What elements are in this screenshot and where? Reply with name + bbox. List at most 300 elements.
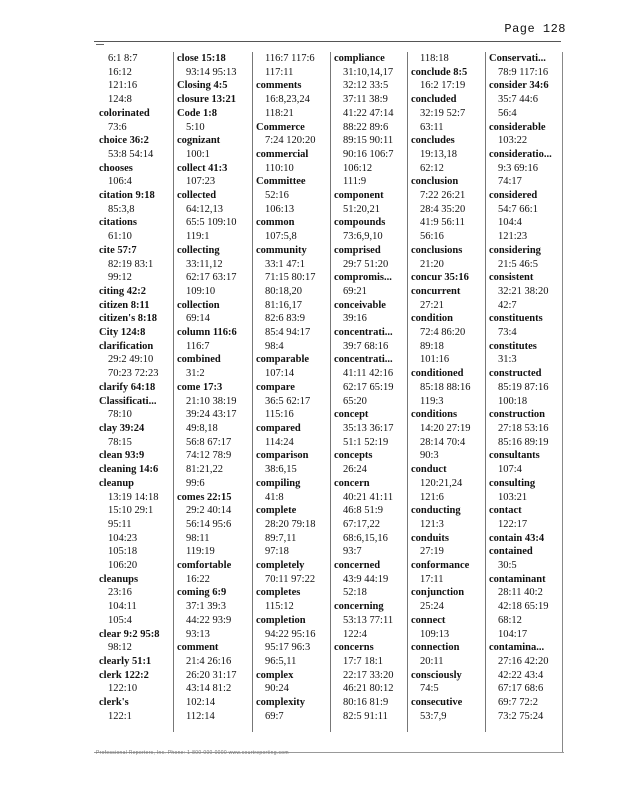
index-term: collecting [177,244,220,256]
index-entry [174,381,253,395]
index-entry [486,532,563,546]
index-reference [408,710,486,724]
index-reference [486,93,563,107]
page-line-reference: 29:2 49:10 [108,354,154,366]
index-term: concepts [334,450,373,462]
page-line-reference: 39:7 68:16 [343,340,389,352]
index-reference [408,436,486,450]
index-reference [174,175,253,189]
index-reference [253,52,331,66]
index-entry [96,655,173,669]
index-entry [408,559,486,573]
page-line-reference: 52:16 [265,190,289,202]
page-line-reference: 102:14 [186,697,216,709]
index-reference [486,258,563,272]
index-reference [408,148,486,162]
index-reference [253,203,331,217]
index-term: conduct [411,464,447,476]
index-reference [486,107,563,121]
index-reference [174,408,253,422]
page-line-reference: 78:9 117:16 [498,66,549,78]
page-number: Page 128 [504,22,566,36]
index-entry [486,340,563,354]
index-entry [96,463,173,477]
index-reference [331,504,408,518]
index-term: collection [177,299,220,311]
index-term: concept [334,409,369,421]
index-entry [96,669,173,683]
index-entry [253,216,331,230]
index-reference [96,710,173,724]
page-line-reference: 30:5 [498,560,517,572]
index-reference [331,93,408,107]
page-line-reference: 43:14 81:2 [186,683,232,695]
page-line-reference: 70:23 72:23 [108,368,159,380]
index-reference [96,408,173,422]
index-reference [408,326,486,340]
page-line-reference: 99:12 [108,272,132,284]
index-term: clearly 51:1 [99,655,152,667]
index-entry [408,66,486,80]
index-term: construction [489,409,545,421]
index-reference [174,682,253,696]
index-reference [408,422,486,436]
page-line-reference: 21:4 26:16 [186,655,232,667]
index-reference [408,655,486,669]
index-reference [408,353,486,367]
index-entry [253,559,331,573]
index-reference [253,299,331,313]
index-entry [331,299,408,313]
index-entry [174,79,253,93]
page-line-reference: 43:9 44:19 [343,573,389,585]
index-entry [96,189,173,203]
index-reference [253,655,331,669]
index-reference [486,491,563,505]
index-reference [253,107,331,121]
page-line-reference: 39:16 [343,313,367,325]
page-line-reference: 96:5,11 [265,655,297,667]
index-reference [331,285,408,299]
index-reference [486,230,563,244]
page-line-reference: 94:22 95:16 [265,628,316,640]
page-line-reference: 25:24 [420,601,444,613]
page-line-reference: 88:22 89:6 [343,121,389,133]
page-line-reference: 74:5 [420,683,439,695]
page-line-reference: 27:16 42:20 [498,655,549,667]
index-reference [408,121,486,135]
index-entry [174,107,253,121]
index-term: condition [411,313,454,325]
page-line-reference: 112:14 [186,710,215,722]
index-reference [253,312,331,326]
index-reference [253,285,331,299]
index-reference [174,216,253,230]
index-reference [96,545,173,559]
index-entry [408,669,486,683]
page-line-reference: 51:1 52:19 [343,436,389,448]
index-reference [331,532,408,546]
page-line-reference: 103:22 [498,135,528,147]
index-reference [96,367,173,381]
page-line-reference: 69:7 [265,710,284,722]
index-reference [331,230,408,244]
index-term: citation 9:18 [99,190,155,202]
index-reference [174,395,253,409]
index-reference [408,628,486,642]
page-line-reference: 104:11 [108,601,137,613]
page-line-reference: 69:14 [186,313,210,325]
index-reference [486,66,563,80]
page-line-reference: 117:11 [265,66,294,78]
index-term: combined [177,354,221,366]
index-reference [331,162,408,176]
index-reference [174,258,253,272]
page-line-reference: 104:17 [498,628,528,640]
index-entry [174,326,253,340]
index-entry [253,477,331,491]
index-entry [174,189,253,203]
index-reference [486,463,563,477]
index-reference [331,491,408,505]
page-line-reference: 85:19 87:16 [498,381,549,393]
index-term: clean 93:9 [99,450,145,462]
index-term: complex [256,669,294,681]
index-term: completely [256,560,305,572]
index-entry [253,422,331,436]
index-term: choice 36:2 [99,135,149,147]
page-line-reference: 80:16 81:9 [343,697,389,709]
index-reference [408,518,486,532]
index-term: conduits [411,532,449,544]
index-entry [96,326,173,340]
index-entry [408,312,486,326]
index-entry [486,545,563,559]
index-term: consulting [489,477,536,489]
index-term: cleaning 14:6 [99,464,159,476]
page-line-reference: 73:4 [498,327,517,339]
page-line-reference: 62:17 63:17 [186,272,237,284]
index-reference [174,532,253,546]
index-reference [331,586,408,600]
index-entry [486,189,563,203]
index-reference [96,175,173,189]
page-line-reference: 28:4 35:20 [420,203,466,215]
index-reference [253,545,331,559]
page-line-reference: 67:17 68:6 [498,683,544,695]
index-term: compare [256,381,295,393]
page-line-reference: 6:1 8:7 [108,53,138,64]
index-term: consecutive [411,697,463,709]
index-term: concentrati... [334,327,393,339]
index-entry [486,121,563,135]
index-entry [253,175,331,189]
index-reference [96,600,173,614]
index-entry [486,79,563,93]
index-entry [96,134,173,148]
index-entry [408,696,486,710]
page-line-reference: 49:8,18 [186,422,218,434]
top-rule [94,41,561,42]
page-line-reference: 71:15 80:17 [265,272,316,284]
index-term: comfortable [177,560,232,572]
index-reference [331,710,408,724]
index-term: conclusion [411,176,459,188]
page-line-reference: 13:19 14:18 [108,491,159,503]
page-line-reference: 32:21 38:20 [498,285,549,297]
page-line-reference: 27:18 53:16 [498,422,549,434]
page-line-reference: 21:20 [420,258,444,270]
index-reference [331,121,408,135]
index-term: completion [256,614,306,626]
index-reference [331,669,408,683]
index-reference [96,586,173,600]
index-term: conditioned [411,368,464,380]
page-line-reference: 67:17,22 [343,518,381,530]
page-line-reference: 27:19 [420,546,444,558]
index-reference [408,230,486,244]
index-reference [331,312,408,326]
index-reference [174,628,253,642]
index-reference [486,518,563,532]
page-line-reference: 37:1 39:3 [186,601,226,613]
index-reference [331,175,408,189]
page-line-reference: 68:12 [498,614,522,626]
index-term: collect 41:3 [177,162,228,174]
page-line-reference: 110:10 [265,162,294,174]
page-line-reference: 106:13 [265,203,295,215]
page-line-reference: 114:24 [265,436,294,448]
index-term: clerk 122:2 [99,669,149,681]
index-reference [408,449,486,463]
index-term: cite 57:7 [99,244,137,256]
index-reference [96,641,173,655]
index-reference [96,271,173,285]
index-term: comes 22:15 [177,491,232,503]
index-entry [486,244,563,258]
page-line-reference: 122:10 [108,683,138,695]
index-reference [96,682,173,696]
index-entry [408,463,486,477]
index-entry [253,669,331,683]
index-reference [253,628,331,642]
page-line-reference: 98:12 [108,642,132,654]
index-column-6 [485,52,563,732]
index-reference [408,381,486,395]
page-line-reference: 17:11 [420,573,444,585]
page-line-reference: 53:13 77:11 [343,614,394,626]
index-reference [331,545,408,559]
index-entry [253,586,331,600]
index-entry [486,641,563,655]
index-reference [331,66,408,80]
index-entry [96,285,173,299]
index-reference [174,477,253,491]
page-line-reference: 105:18 [108,546,138,558]
index-term: comment [177,642,219,654]
index-reference [253,93,331,107]
index-term: consultants [489,450,540,462]
index-term: Code 1:8 [177,107,217,119]
index-reference [174,669,253,683]
page-line-reference: 70:11 97:22 [265,573,316,585]
index-reference [174,271,253,285]
page-line-reference: 9:3 69:16 [498,162,538,174]
index-entry [253,121,331,135]
index-term: contact [489,505,522,517]
page-line-reference: 62:12 [420,162,444,174]
page-line-reference: 21:10 38:19 [186,395,237,407]
index-reference [253,189,331,203]
index-reference [486,586,563,600]
index-reference [174,710,253,724]
index-column-1 [96,52,173,732]
page-line-reference: 53:7,9 [420,710,447,722]
index-reference [253,230,331,244]
index-term: concern [334,477,370,489]
index-column-3 [252,52,331,732]
index-term: citizen's 8:18 [99,313,158,325]
page-line-reference: 121:16 [108,80,138,92]
index-reference [96,148,173,162]
index-term: City 124:8 [99,327,146,339]
page-line-reference: 15:10 29:1 [108,505,154,517]
index-reference [174,573,253,587]
page-line-reference: 42:7 [498,299,517,311]
page-line-reference: 16:2 17:19 [420,80,466,92]
index-term: complete [256,505,297,517]
index-reference [331,367,408,381]
page-line-reference: 29:7 51:20 [343,258,389,270]
page-line-reference: 21:5 46:5 [498,258,538,270]
index-entry [174,52,253,66]
index-term: considered [489,190,538,202]
index-entry [174,641,253,655]
index-entry [331,641,408,655]
index-entry [331,216,408,230]
index-entry [96,628,173,642]
index-entry [174,162,253,176]
index-term: clerk's [99,697,129,709]
page-line-reference: 23:16 [108,587,132,599]
page-line-reference: 118:21 [265,107,294,119]
index-reference [331,381,408,395]
index-term: conjunction [411,587,465,599]
page-line-reference: 32:12 33:5 [343,80,389,92]
index-entry [96,299,173,313]
index-reference [408,395,486,409]
page-line-reference: 122:1 [108,710,132,722]
page-line-reference: 85:3,8 [108,203,135,215]
index-reference [253,436,331,450]
page-line-reference: 69:21 [343,285,367,297]
index-reference [408,573,486,587]
index-term: citations [99,217,137,229]
page-line-reference: 28:20 79:18 [265,518,316,530]
index-reference [96,504,173,518]
index-reference [174,696,253,710]
page-line-reference: 46:8 51:9 [343,505,383,517]
page-line-reference: 82:5 91:11 [343,710,388,722]
index-term: compared [256,422,301,434]
page-line-reference: 72:4 86:20 [420,327,466,339]
page-line-reference: 61:10 [108,231,132,243]
index-reference [96,79,173,93]
index-entry [486,148,563,162]
index-term: chooses [99,162,133,174]
index-entry [174,353,253,367]
index-term: cognizant [177,135,221,147]
index-reference [486,216,563,230]
page-line-reference: 63:11 [420,121,444,133]
index-entry [331,52,408,66]
page-line-reference: 35:7 44:6 [498,94,538,106]
index-term: clay 39:24 [99,422,145,434]
index-entry [96,312,173,326]
index-entry [174,93,253,107]
index-entry [96,340,173,354]
index-reference [96,559,173,573]
index-reference [174,600,253,614]
page-line-reference: 116:7 117:6 [265,53,315,64]
index-term: compiling [256,477,301,489]
page-line-reference: 90:24 [265,683,289,695]
index-term: close 15:18 [177,53,226,64]
corner-tick [96,44,104,45]
index-term: component [334,190,384,202]
index-reference [331,696,408,710]
index-term: comparison [256,450,309,462]
index-entry [486,573,563,587]
index-reference [408,600,486,614]
page-line-reference: 106:12 [343,162,373,174]
page-line-reference: 38:6,15 [265,464,297,476]
index-term: concurrent [411,285,461,297]
index-reference [486,353,563,367]
index-term: closure 13:21 [177,94,237,106]
page-line-reference: 93:14 95:13 [186,66,237,78]
index-reference [253,326,331,340]
index-reference [174,312,253,326]
index-entry [253,381,331,395]
index-term: clear 9:2 95:8 [99,628,160,640]
index-entry [408,504,486,518]
index-term: consciously [411,669,462,681]
index-term: colorinated [99,107,150,119]
page-line-reference: 40:21 41:11 [343,491,394,503]
page-line-reference: 46:21 80:12 [343,683,394,695]
index-term: compromis... [334,272,392,284]
index-reference [96,230,173,244]
page-line-reference: 52:18 [343,587,367,599]
index-reference [253,134,331,148]
index-reference [486,600,563,614]
page-line-reference: 41:22 47:14 [343,107,394,119]
index-reference [253,491,331,505]
index-term: constituents [489,313,543,325]
page-line-reference: 89:15 90:11 [343,135,394,147]
page-line-reference: 95:17 96:3 [265,642,311,654]
index-reference [331,134,408,148]
index-reference [174,66,253,80]
page-line-reference: 33:11,12 [186,258,223,270]
page-line-reference: 100:1 [186,148,210,160]
index-reference [486,134,563,148]
index-reference [253,367,331,381]
index-reference [174,367,253,381]
page-line-reference: 31:3 [498,354,517,366]
index-reference [96,121,173,135]
